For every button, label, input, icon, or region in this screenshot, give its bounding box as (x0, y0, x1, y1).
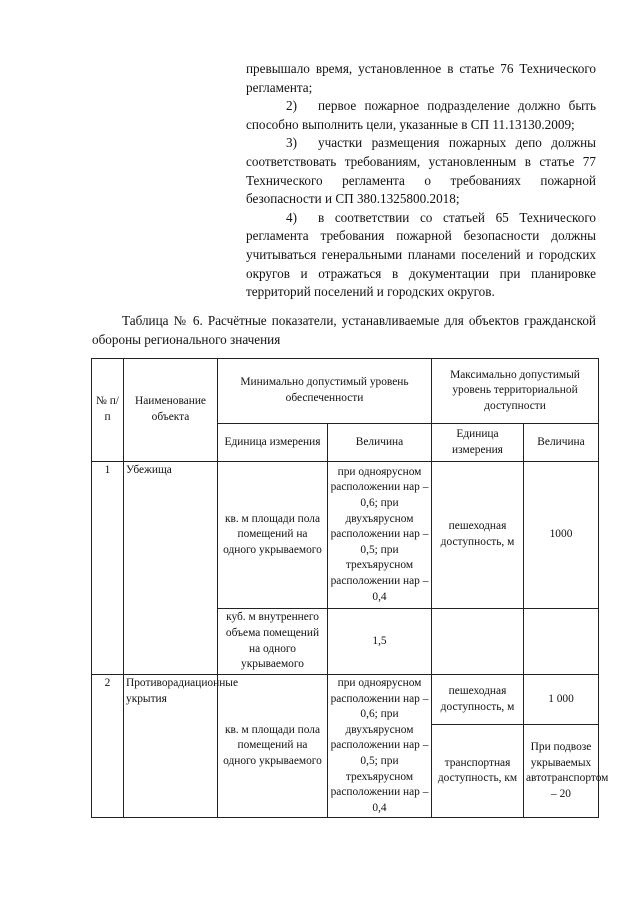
list-item-text: первое пожарное подразделение должно быть способно выполнить цели, указанные в СП 11.13130.2009; (246, 98, 596, 132)
row-max-value-empty (524, 609, 599, 675)
row-max-unit-empty (432, 609, 524, 675)
header-min-level: Минимально допустимый уровень обеспеченности (218, 359, 432, 424)
table-row (92, 462, 599, 609)
header-min-value: Величина (328, 424, 432, 462)
row-min-value: 1,5 (328, 609, 432, 675)
row-max-unit: пешеходная доступность, м (432, 675, 524, 725)
table-header-row (92, 359, 599, 424)
row-max-value: При подвозе укрываемых автотранспортом – 20 (524, 725, 599, 818)
table-caption-text: Таблица № 6. Расчётные показатели, устанавливаемые для объектов гражданской обороны регионального значения (92, 313, 596, 347)
row-min-unit: кв. м площади пола помещений на одного укрываемого (218, 675, 328, 818)
header-max-value: Величина (524, 424, 599, 462)
indicators-table (91, 358, 609, 818)
list-item-number: 2) (286, 98, 297, 114)
continuation-paragraph: превышало время, установленное в статье 76 Технического регламента; (246, 61, 596, 95)
list-item-text: участки размещения пожарных депо должны соответствовать требованиям, установленным в статье 77 Технического регламента о требованиях пожарной безопасности и СП 380.1325800.2018; (246, 135, 596, 207)
row-max-unit: транспортная доступность, км (432, 725, 524, 818)
table-row (92, 675, 599, 725)
row-name: Противорадиационные укрытия (124, 675, 218, 818)
row-num: 2 (92, 675, 124, 818)
header-max-unit: Единица измерения (432, 424, 524, 462)
row-name: Убежища (124, 462, 218, 675)
table-caption (92, 311, 596, 349)
row-min-value: при одноярусном расположении нар – 0,6; при двухъярусном расположении нар – 0,5; при трехъярусном расположении нар – 0,4 (328, 675, 432, 818)
list-item-number: 3) (286, 135, 297, 151)
list-item (246, 134, 596, 208)
header-min-unit: Единица измерения (218, 424, 328, 462)
body-text (246, 60, 596, 302)
row-num: 1 (92, 462, 124, 675)
row-max-value: 1 000 (524, 675, 599, 725)
header-num: № п/п (92, 359, 124, 462)
row-min-unit: куб. м внутреннего объема помещений на одного укрываемого (218, 609, 328, 675)
list-item (246, 209, 596, 302)
header-name: Наименование объекта (124, 359, 218, 462)
row-min-unit: кв. м площади пола помещений на одного укрываемого (218, 462, 328, 609)
row-max-unit: пешеходная доступность, м (432, 462, 524, 609)
list-item (246, 97, 596, 134)
list-item-text: в соответствии со статьей 65 Технического регламента требования пожарной безопасности должны учитываться генеральными планами поселений и городских округов и отражаться в документации при планировке территорий поселений и городских округов. (246, 209, 596, 300)
header-max-level: Максимально допустимый уровень территориальной доступности (432, 359, 599, 424)
list-item-number: 4) (286, 209, 297, 225)
row-min-value: при одноярусном расположении нар – 0,6; при двухъярусном расположении нар – 0,5; при трехъярусном расположении нар – 0,4 (328, 462, 432, 609)
row-max-value: 1000 (524, 462, 599, 609)
